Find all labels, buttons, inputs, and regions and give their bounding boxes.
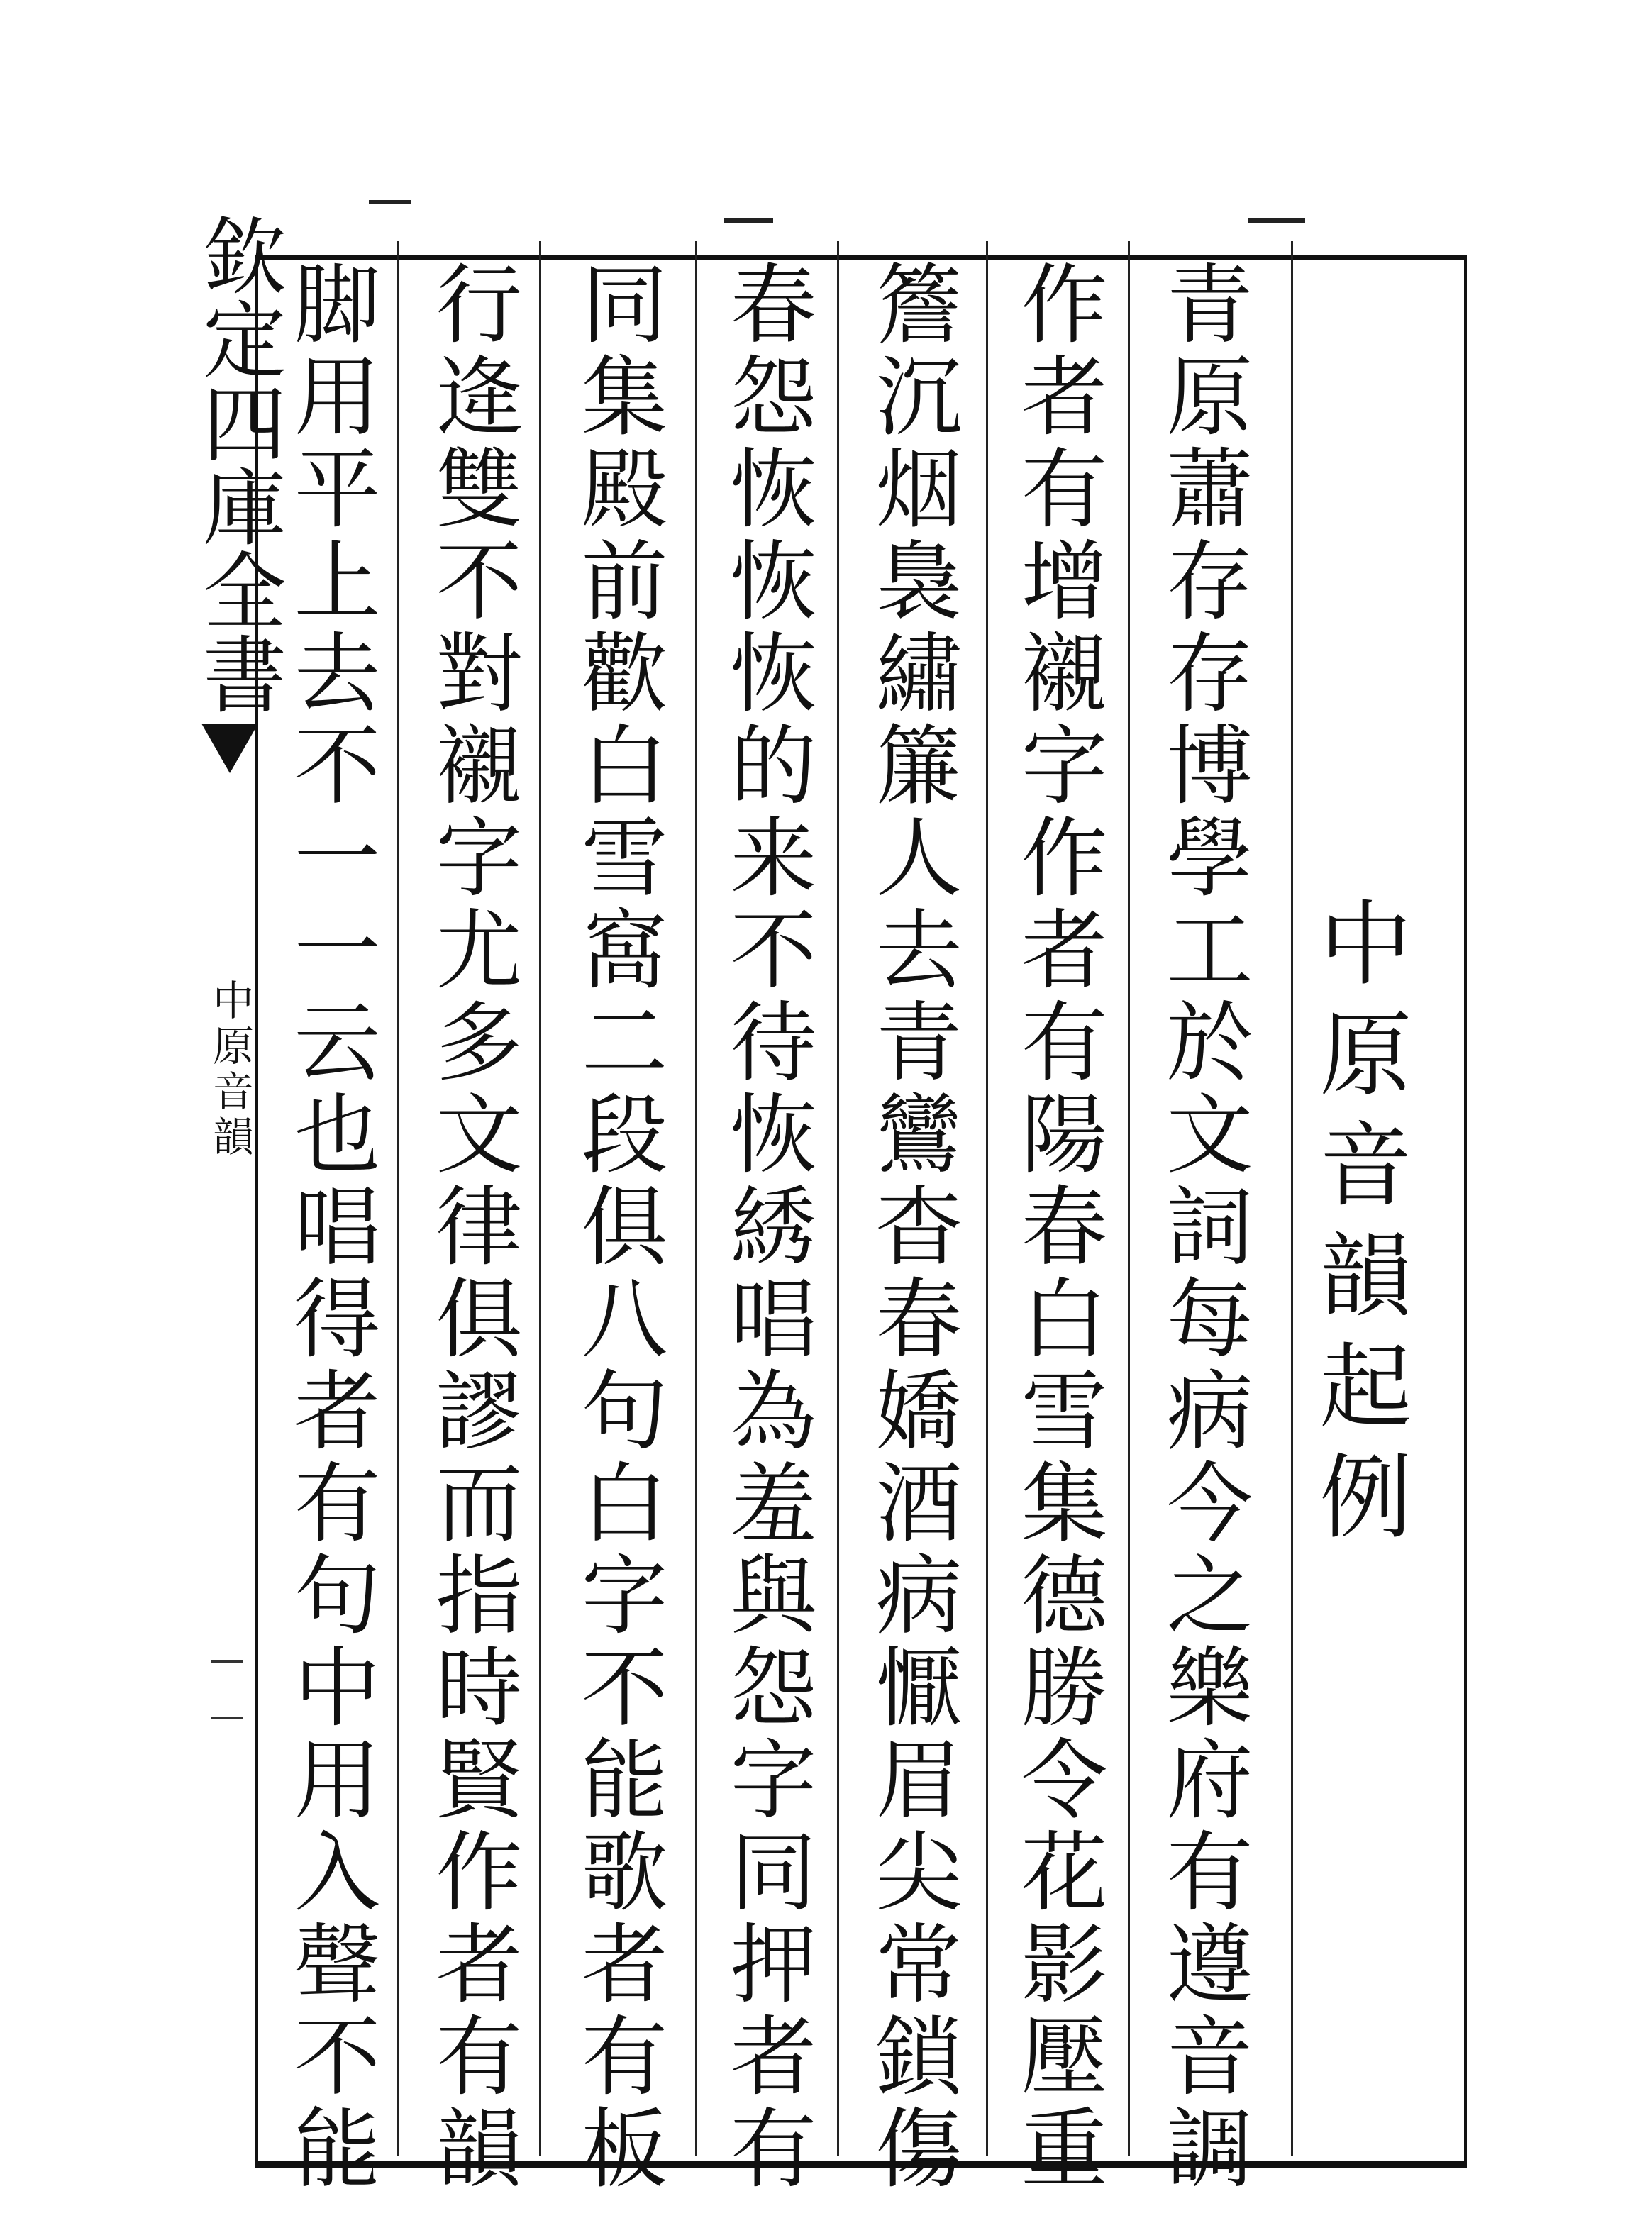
column-rule	[397, 241, 399, 2156]
section-title: 中原音韻起例	[1304, 895, 1412, 1559]
column-rule	[539, 241, 541, 2156]
text-column-5: 同集殿前歡白雪窩二段俱八句白字不能歌者有板	[567, 259, 667, 2195]
top-tick	[369, 200, 411, 204]
column-rule	[837, 241, 839, 2156]
side-mark	[211, 1717, 243, 1719]
text-column-4: 春怨恢恢恢的来不待恢綉唱為羞與怨字同押者有	[716, 259, 816, 2195]
side-book-title: 中原音韻	[206, 979, 254, 1160]
column-rule	[1291, 241, 1293, 2156]
text-column-7: 脚用平上去不一一云也唱得者有句中用入聲不能	[279, 259, 380, 2195]
text-column-6: 行逄雙不對襯字尤多文律俱謬而指時賢作者有韻	[421, 259, 522, 2195]
column-rule	[695, 241, 697, 2156]
fish-tail-mark	[201, 724, 258, 773]
column-rule	[1128, 241, 1130, 2156]
text-column-2: 作者有增襯字作者有陽春白雪集德勝令花影壓重	[1007, 259, 1107, 2195]
side-collection-title: 欽定四庫全書	[189, 213, 287, 715]
side-mark	[211, 1660, 243, 1663]
text-column-3: 簷沉烟裊繡簾人去青鸞杳春嬌酒病懨眉尖常鎖傷	[861, 259, 962, 2195]
column-rule	[986, 241, 988, 2156]
top-tick	[1248, 218, 1305, 223]
text-column-1: 青原蕭存存博學工於文詞每病今之樂府有遵音調	[1152, 259, 1253, 2195]
top-tick	[724, 218, 773, 223]
